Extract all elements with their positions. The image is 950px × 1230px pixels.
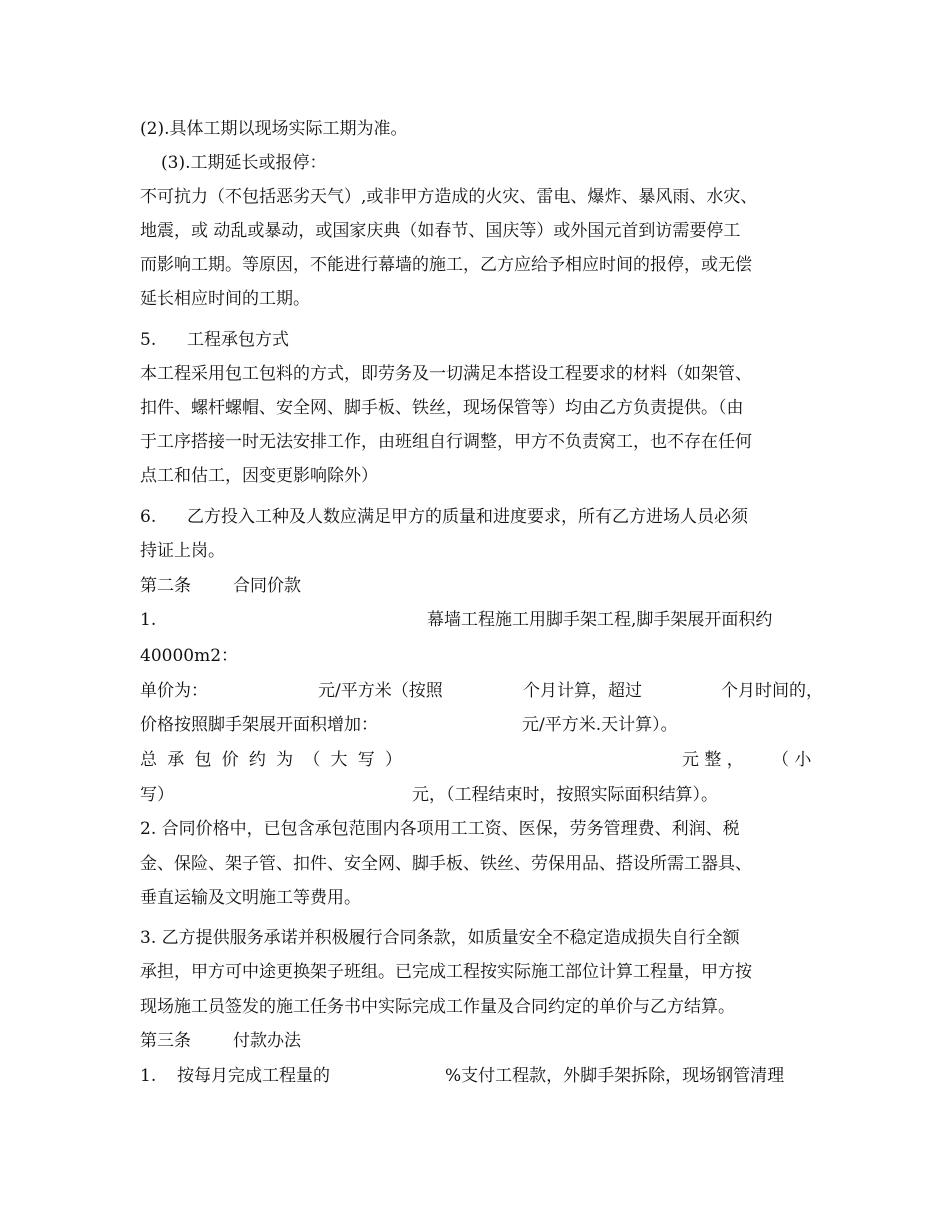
- article-title: 合同价款: [233, 576, 301, 596]
- paragraph-line: 现场施工员签发的施工任务书中实际完成工作量及合同约定的单价与乙方结算。: [140, 997, 735, 1017]
- char: 大: [330, 750, 348, 770]
- paragraph-line: 延长相应时间的工期。: [140, 289, 310, 309]
- paragraph-line: 垂直运输及文明施工等费用。: [140, 888, 361, 908]
- char: （: [303, 750, 321, 770]
- char: 为: [276, 750, 294, 770]
- article-title: 付款办法: [233, 1031, 301, 1051]
- paragraph-line: 地震，或 动乱或暴动，或国家庆典（如春节、国庆等）或外国元首到访需要停工: [140, 221, 741, 241]
- extra-price-label: 价格按照脚手架展开面积增加：: [140, 715, 378, 735]
- total-price-text: 元，（工程结束时，按照实际面积结算）。: [412, 785, 718, 805]
- clause-number: 1.: [140, 610, 157, 630]
- char: 承: [167, 750, 185, 770]
- paragraph-line: 承担，甲方可中途更换架子班组。已完成工程按实际施工部位计算工程量，甲方按: [140, 962, 752, 982]
- paragraph-line: 金、保险、架子管、扣件、安全网、脚手板、铁丝、劳保用品、搭设所需工器具、: [140, 854, 752, 874]
- paragraph-line: 不可抗力（不包括恶劣天气）,或非甲方造成的火灾、雷电、爆炸、暴风雨、水灾、: [140, 187, 758, 207]
- total-price-text: 写）: [140, 785, 174, 805]
- paragraph-line: 3. 乙方提供服务承诺并积极履行合同条款，如质量安全不稳定造成损失自行全额: [140, 928, 740, 948]
- section-number: 5.: [140, 330, 157, 350]
- paragraph-line: 乙方投入工种及人数应满足甲方的质量和进度要求，所有乙方进场人员必须: [187, 507, 748, 527]
- char: 包: [194, 750, 212, 770]
- paragraph-line: (3).工期延长或报停：: [161, 153, 327, 173]
- extra-price-text: 元/平方米.天计算）。: [522, 715, 678, 735]
- article-heading: 第三条: [140, 1031, 191, 1051]
- total-price-text: 元 整 ，: [682, 750, 744, 770]
- unit-price-text: 个月计算，超过: [523, 681, 642, 701]
- char: ）: [384, 750, 402, 770]
- unit-price-text: 个月时间的，: [721, 681, 823, 701]
- paragraph-line: (2).具体工期以现场实际工期为准。: [140, 119, 408, 139]
- total-price-text: （ 小: [772, 750, 812, 770]
- total-price-label: [140, 749, 402, 771]
- paragraph-line: 40000m2：: [140, 646, 239, 666]
- paragraph-line: 扣件、螺杆螺帽、安全网、脚手板、铁丝，现场保管等）均由乙方负责提供。（由: [140, 398, 744, 418]
- char: 价: [221, 750, 239, 770]
- paragraph-line: 于工序搭接一时无法安排工作，由班组自行调整，甲方不负责窝工，也不存在任何: [140, 432, 752, 452]
- paragraph-line: 持证上岗。: [140, 541, 225, 561]
- char: 总: [140, 750, 157, 770]
- payment-text: 按每月完成工程量的: [177, 1066, 330, 1086]
- paragraph-line: 点工和估工，因变更影响除外）: [140, 466, 378, 486]
- paragraph-line: 2. 合同价格中，已包含承包范围内各项用工工资、医保，劳务管理费、利润、税: [140, 819, 740, 839]
- unit-price-label: 单价为：: [140, 681, 208, 701]
- section-number: 6.: [140, 507, 157, 527]
- paragraph-line: 幕墙工程施工用脚手架工程,脚手架展开面积约: [427, 610, 773, 630]
- char: 写: [357, 750, 375, 770]
- unit-price-text: 元/平方米（按照: [318, 681, 443, 701]
- payment-text: %支付工程款，外脚手架拆除，现场钢管清理: [445, 1066, 785, 1086]
- section-heading: 工程承包方式: [187, 330, 289, 350]
- paragraph-line: 而影响工期。等原因，不能进行幕墙的施工，乙方应给予相应时间的报停，或无偿: [140, 255, 752, 275]
- paragraph-line: 本工程采用包工包料的方式，即劳务及一切满足本搭设工程要求的材料（如架管、: [140, 364, 752, 384]
- clause-number: 1.: [140, 1066, 157, 1086]
- char: 约: [248, 750, 266, 770]
- article-heading: 第二条: [140, 576, 191, 596]
